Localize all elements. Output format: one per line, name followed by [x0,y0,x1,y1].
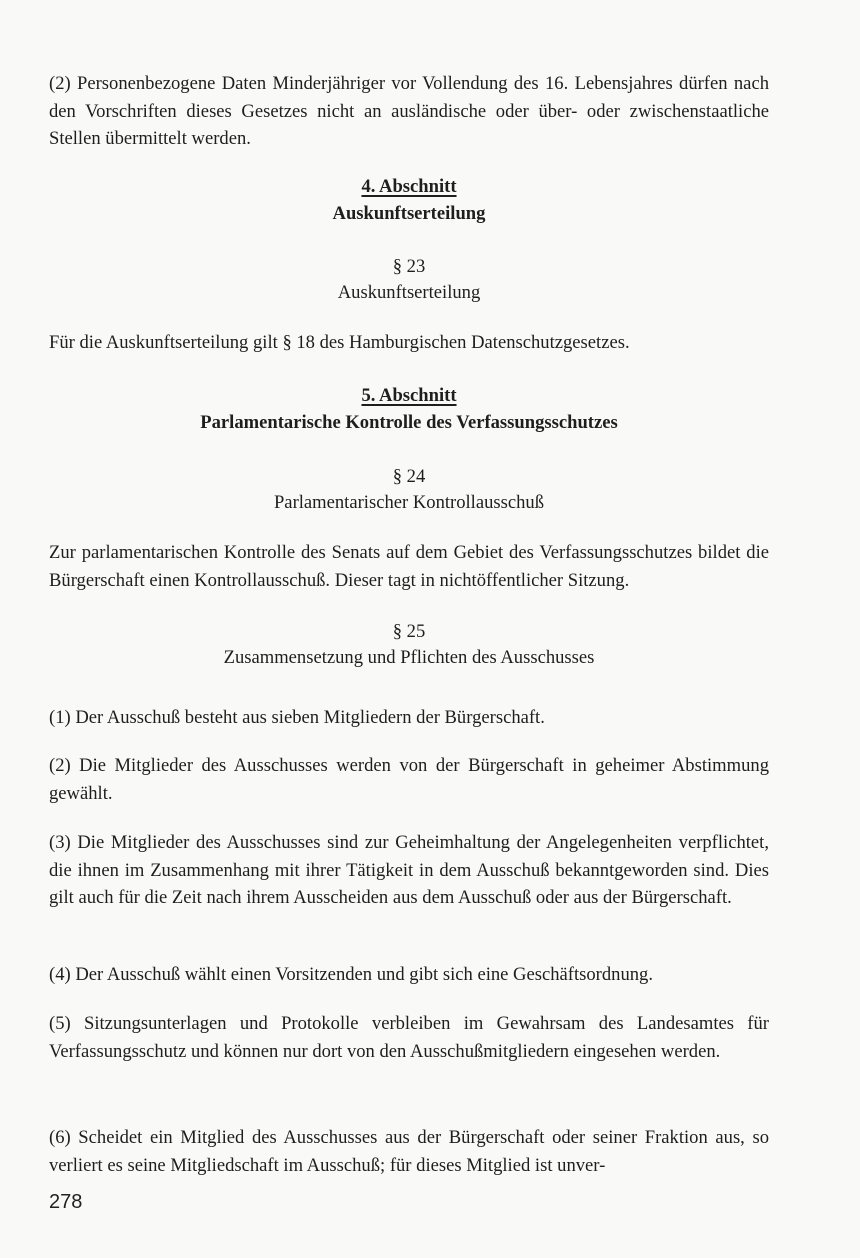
article-23-number: § 23 [392,256,426,277]
paragraph-25-1: (1) Der Ausschuß besteht aus sieben Mitgliedern der Bürgerschaft. [49,707,545,728]
paragraph-25-6: (6) Scheidet ein Mitglied des Ausschusses aus der Bürgerschaft oder seiner Fraktion aus, so verliert es seine Mitgliedschaft im Ausschuß; für dieses Mitglied ist unver- [49,1127,769,1176]
article-24-number: § 24 [392,466,426,487]
section-5-title: Parlamentarische Kontrolle des Verfassungsschutzes [200,412,618,433]
section-5-heading [49,382,769,409]
paragraph-25-3: (3) Die Mitglieder des Ausschusses sind zur Geheimhaltung der Angelegenheiten verpflichtet, die ihnen im Zusammenhang mit ihrer Tätigkeit in dem Ausschuß bekanntgeworden sind. Dies gilt auch für die Zeit nach ihrem Ausscheiden aus dem Ausschuß oder aus der Bürgerschaft. [49,832,769,908]
document-page [49,70,769,1250]
paragraph-25-5: (5) Sitzungsunterlagen und Protokolle verbleiben im Gewahrsam des Landesamtes für Verfassungsschutz und können nur dort von den Ausschußmitgliedern eingesehen werden. [49,1013,769,1062]
section-4-title: Auskunftserteilung [332,203,486,224]
article-23-title: Auskunftserteilung [337,282,481,303]
paragraph-22-2: (2) Personenbezogene Daten Minderjähriger vor Vollendung des 16. Lebensjahres dürfen nach den Vorschriften dieses Gesetzes nicht an ausländische oder über- oder zwischenstaatliche Stellen übermittelt werden. [49,73,769,149]
article-25-title: Zusammensetzung und Pflichten des Ausschusses [223,647,595,668]
article-25-number: § 25 [392,621,426,642]
paragraph-24: Zur parlamentarischen Kontrolle des Senats auf dem Gebiet des Verfassungsschutzes bildet die Bürgerschaft einen Kontrollausschuß. Dieser tagt in nichtöffentlicher Sitzung. [49,542,769,591]
section-heading-label: 4. Abschnitt [361,176,457,197]
paragraph-23: Für die Auskunftserteilung gilt § 18 des Hamburgischen Datenschutzgesetzes. [49,332,630,353]
paragraph-25-4: (4) Der Ausschuß wählt einen Vorsitzenden und gibt sich eine Geschäftsordnung. [49,964,653,985]
page-number: 278 [49,1191,83,1213]
article-24-title: Parlamentarischer Kontrollausschuß [273,492,545,513]
paragraph-25-2: (2) Die Mitglieder des Ausschusses werden von der Bürgerschaft in geheimer Abstimmung gewählt. [49,755,769,804]
section-4-heading [49,173,769,200]
section-heading-label: 5. Abschnitt [361,385,457,406]
